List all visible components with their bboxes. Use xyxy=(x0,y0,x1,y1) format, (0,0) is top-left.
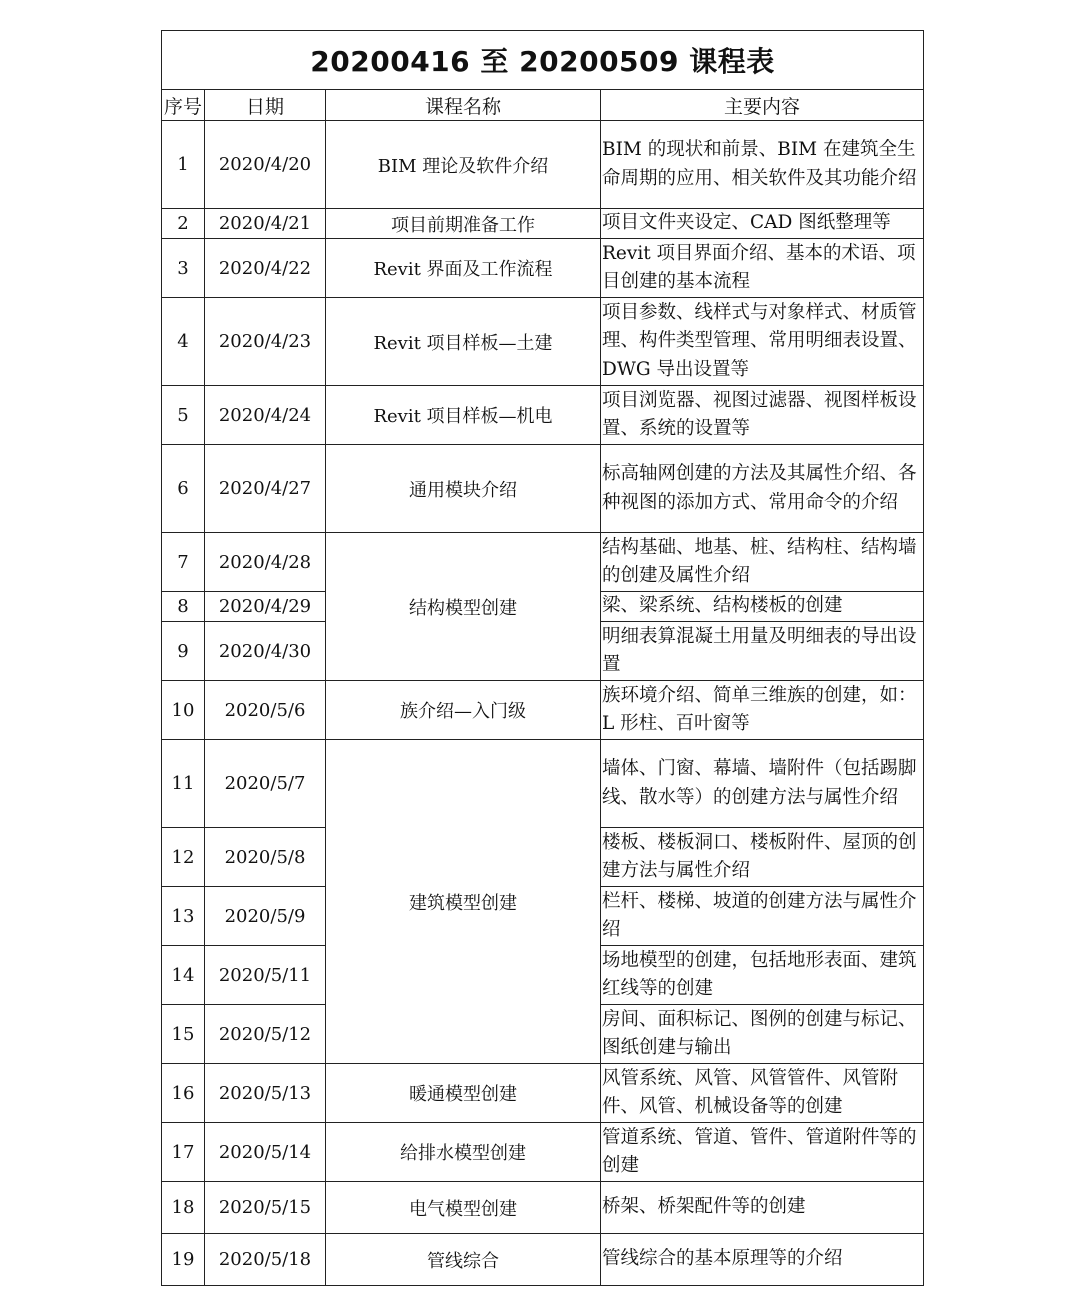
row-content: 结构基础、地基、桩、结构柱、结构墙的创建及属性介绍 xyxy=(601,533,924,592)
row-number: 3 xyxy=(162,239,205,298)
row-number: 7 xyxy=(162,533,205,592)
row-date: 2020/4/20 xyxy=(205,121,326,209)
row-content: 项目文件夹设定、CAD 图纸整理等 xyxy=(601,209,924,239)
row-date: 2020/4/28 xyxy=(205,533,326,592)
row-number: 2 xyxy=(162,209,205,239)
table-row xyxy=(162,1234,924,1286)
row-number: 16 xyxy=(162,1064,205,1123)
row-number: 5 xyxy=(162,386,205,445)
table-row xyxy=(162,298,924,386)
table-row xyxy=(162,740,924,828)
table-row xyxy=(162,386,924,445)
row-course: Revit 项目样板—土建 xyxy=(326,298,601,386)
row-content: 管线综合的基本原理等的介绍 xyxy=(601,1234,924,1286)
row-number: 6 xyxy=(162,445,205,533)
row-number: 8 xyxy=(162,592,205,622)
row-number: 1 xyxy=(162,121,205,209)
row-number: 14 xyxy=(162,946,205,1005)
row-course: 通用模块介绍 xyxy=(326,445,601,533)
row-date: 2020/4/21 xyxy=(205,209,326,239)
row-course: BIM 理论及软件介绍 xyxy=(326,121,601,209)
row-date: 2020/4/24 xyxy=(205,386,326,445)
table-row xyxy=(162,1182,924,1234)
row-content: 项目参数、线样式与对象样式、材质管理、构件类型管理、常用明细表设置、DWG 导出设置等 xyxy=(601,298,924,386)
row-content: 明细表算混凝土用量及明细表的导出设置 xyxy=(601,622,924,681)
row-content: 管道系统、管道、管件、管道附件等的创建 xyxy=(601,1123,924,1182)
row-date: 2020/5/8 xyxy=(205,828,326,887)
table-row xyxy=(162,209,924,239)
row-date: 2020/4/22 xyxy=(205,239,326,298)
row-date: 2020/5/15 xyxy=(205,1182,326,1234)
row-number: 17 xyxy=(162,1123,205,1182)
row-content: 梁、梁系统、结构楼板的创建 xyxy=(601,592,924,622)
row-course: 族介绍—入门级 xyxy=(326,681,601,740)
row-course: 建筑模型创建 xyxy=(326,740,601,1064)
schedule-table xyxy=(161,30,924,1286)
table-title: 20200416 至 20200509 课程表 xyxy=(162,31,924,90)
row-content: 栏杆、楼梯、坡道的创建方法与属性介绍 xyxy=(601,887,924,946)
row-content: 墙体、门窗、幕墙、墙附件（包括踢脚线、散水等）的创建方法与属性介绍 xyxy=(601,740,924,828)
row-date: 2020/5/11 xyxy=(205,946,326,1005)
table-row xyxy=(162,533,924,592)
row-date: 2020/4/29 xyxy=(205,592,326,622)
row-content: 桥架、桥架配件等的创建 xyxy=(601,1182,924,1234)
row-content: BIM 的现状和前景、BIM 在建筑全生命周期的应用、相关软件及其功能介绍 xyxy=(601,121,924,209)
row-number: 13 xyxy=(162,887,205,946)
row-date: 2020/5/12 xyxy=(205,1005,326,1064)
row-course: 管线综合 xyxy=(326,1234,601,1286)
row-date: 2020/5/13 xyxy=(205,1064,326,1123)
table-row xyxy=(162,681,924,740)
row-date: 2020/4/27 xyxy=(205,445,326,533)
row-content: 场地模型的创建，包括地形表面、建筑红线等的创建 xyxy=(601,946,924,1005)
row-course: 给排水模型创建 xyxy=(326,1123,601,1182)
row-number: 9 xyxy=(162,622,205,681)
row-content: 族环境介绍、简单三维族的创建，如：L 形柱、百叶窗等 xyxy=(601,681,924,740)
row-number: 19 xyxy=(162,1234,205,1286)
table-row xyxy=(162,445,924,533)
row-date: 2020/5/18 xyxy=(205,1234,326,1286)
row-date: 2020/5/7 xyxy=(205,740,326,828)
header-content: 主要内容 xyxy=(601,90,924,121)
header-row xyxy=(162,90,924,121)
row-number: 18 xyxy=(162,1182,205,1234)
row-content: 标高轴网创建的方法及其属性介绍、各种视图的添加方式、常用命令的介绍 xyxy=(601,445,924,533)
row-date: 2020/5/6 xyxy=(205,681,326,740)
table-row xyxy=(162,1123,924,1182)
header-course: 课程名称 xyxy=(326,90,601,121)
table-row xyxy=(162,121,924,209)
row-date: 2020/5/9 xyxy=(205,887,326,946)
row-date: 2020/4/30 xyxy=(205,622,326,681)
row-course: 电气模型创建 xyxy=(326,1182,601,1234)
row-content: 风管系统、风管、风管管件、风管附件、风管、机械设备等的创建 xyxy=(601,1064,924,1123)
row-course: 项目前期准备工作 xyxy=(326,209,601,239)
row-course: 结构模型创建 xyxy=(326,533,601,681)
row-course: Revit 界面及工作流程 xyxy=(326,239,601,298)
row-content: 项目浏览器、视图过滤器、视图样板设置、系统的设置等 xyxy=(601,386,924,445)
row-date: 2020/4/23 xyxy=(205,298,326,386)
table-row xyxy=(162,1064,924,1123)
row-content: 房间、面积标记、图例的创建与标记、图纸创建与输出 xyxy=(601,1005,924,1064)
header-seq: 序号 xyxy=(162,90,205,121)
course-schedule-sheet xyxy=(161,30,923,1286)
row-number: 11 xyxy=(162,740,205,828)
row-content: Revit 项目界面介绍、基本的术语、项目创建的基本流程 xyxy=(601,239,924,298)
table-row xyxy=(162,239,924,298)
row-number: 4 xyxy=(162,298,205,386)
row-number: 15 xyxy=(162,1005,205,1064)
row-content: 楼板、楼板洞口、楼板附件、屋顶的创建方法与属性介绍 xyxy=(601,828,924,887)
header-date: 日期 xyxy=(205,90,326,121)
row-course: Revit 项目样板—机电 xyxy=(326,386,601,445)
row-course: 暖通模型创建 xyxy=(326,1064,601,1123)
row-date: 2020/5/14 xyxy=(205,1123,326,1182)
row-number: 12 xyxy=(162,828,205,887)
row-number: 10 xyxy=(162,681,205,740)
